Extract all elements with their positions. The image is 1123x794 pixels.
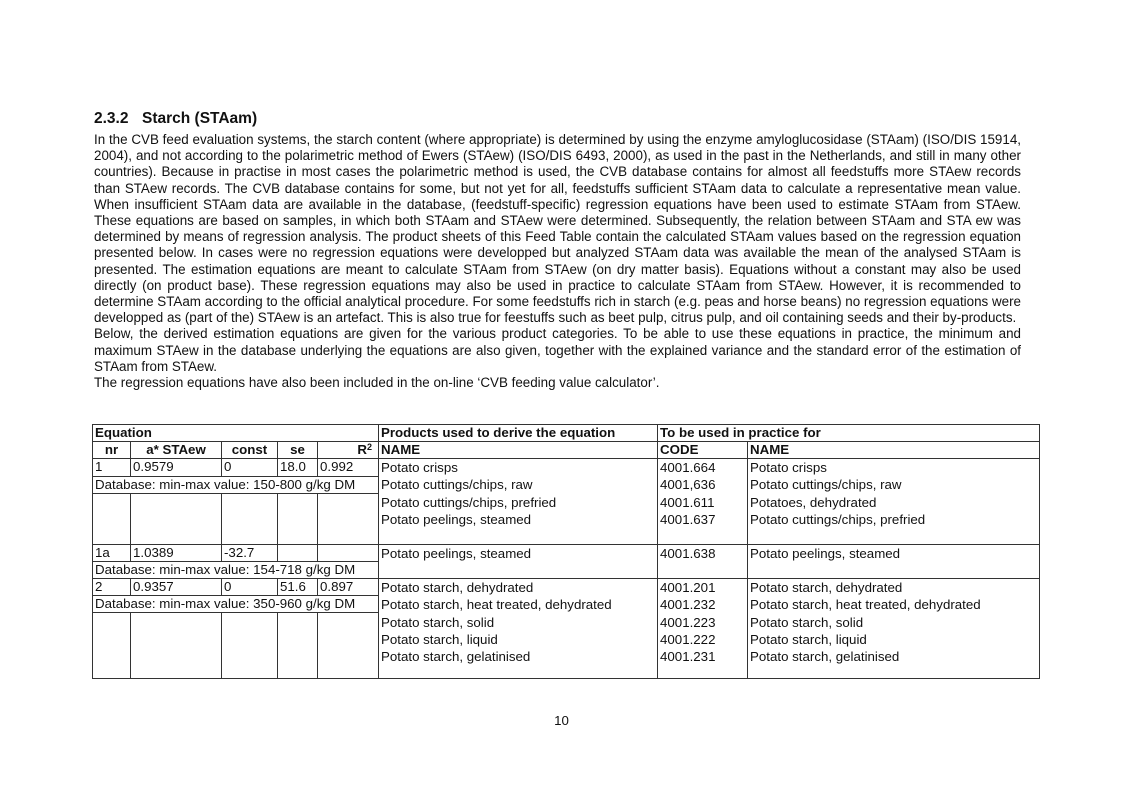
database-range: Database: min-max value: 350-960 g/kg DM [93,596,379,613]
product-name: Potato cuttings/chips, prefried [381,494,557,510]
group-header-row [93,425,1040,442]
table-row [93,579,1040,596]
feed-code: 4001.664 [660,460,716,475]
regression-equations-table [92,424,1040,679]
header-equation: Equation [93,425,379,442]
practice-names-cell [748,579,1040,679]
eq-nr: 1a [93,545,131,562]
practice-name: Potato starch, solid [750,614,864,630]
eq-const: 0 [222,579,278,596]
eq-se [278,545,318,562]
feed-code: 4001.201 [660,580,716,596]
eq-nr: 1 [93,459,131,477]
col-code: CODE [658,442,748,459]
paragraph-intro: In the CVB feed evaluation systems, the starch content (where appropriate) is determined by using the enzyme amyloglucosidase (STAam) (ISO/DIS 15914, 2004), and not according to the polarimetric method of Ewers (STAew) (ISO/DIS 6493, 2000), as used in the past in the Netherlands, and still in many other countries). Because in practise in most cases the polarimetric method is used, the CVB database contains for almost all feedstuffs more STAew records than STAew records. The CVB database contains for some, but not yet for all, feedstuffs sufficient STAam data to calculate a representative mean value. When insufficient STAam data are available in the database, (feedstuff-specific) regression equations have been used to estimate STAam from STAew. These equations are based on samples, in which both STAam and STAew were determined. Subsequently, the relation between STAam and STA ew was determined by means of regression analysis. The product sheets of this Feed Table contain the calculated STAam values based on the regression equation presented below. In cases were no regression equations were developped but analyzed STAam data was available the mean of the analysed STAam is presented. The estimation equations are meant to calculate STAam from STAew (on dry matter basis). Equations without a constant may also be used directly (on product base). These regression equations may also be used in practice to calculate STAam from STAew. However, it is recommended to determine STAam according to the official analytical procedure. For some feedstuffs rich in starch (e.g. peas and horse beans) no regression equations were developped as (part of the) STAew is an artefact. This is also true for feestuffs such as beet pulp, citrus pulp, and oil containing seeds and their by-products. [94,132,1021,326]
practice-name: Potato starch, heat treated, dehydrated [750,597,981,613]
feed-code: 4001.222 [660,632,716,648]
feed-code: 4001.611 [660,494,715,510]
section-number: 2.3.2 [94,110,129,127]
page-number: 10 [554,713,569,728]
feed-code: 4001,636 [660,477,716,493]
eq-r2 [318,545,379,562]
codes-cell [658,459,748,545]
codes-cell [658,579,748,679]
eq-nr: 2 [93,579,131,596]
products-cell [379,545,658,579]
eq-a: 1.0389 [131,545,222,562]
paragraph-equations-note: Below, the derived estimation equations are given for the various product categories. To be able to use these equations in practice, the minimum and maximum STAew in the database underlying the equations are also given, together with the explained variance and the standard error of the estimation of STAam from STAew. [94,326,1021,374]
product-name: Potato starch, liquid [381,632,498,648]
practice-name: Potatoes, dehydrated [750,494,877,510]
eq-se: 18.0 [278,459,318,477]
practice-name: Potato starch, gelatinised [750,649,900,665]
col-se: se [278,442,318,459]
database-range: Database: min-max value: 150-800 g/kg DM [93,476,379,494]
paragraph-calculator-note: The regression equations have also been included in the on-line ‘CVB feeding value calculator’. [94,375,660,391]
eq-r2: 0.897 [318,579,379,596]
practice-name: Potato cuttings/chips, prefried [750,511,926,527]
practice-name: Potato starch, dehydrated [750,580,903,596]
col-const: const [222,442,278,459]
eq-a: 0.9357 [131,579,222,596]
practice-name: Potato crisps [750,460,827,475]
eq-const: 0 [222,459,278,477]
eq-const: -32.7 [222,545,278,562]
practice-names-cell [748,459,1040,545]
practice-names-cell [748,545,1040,579]
table-row [93,459,1040,477]
product-name: Potato starch, heat treated, dehydrated [381,597,612,613]
col-r2: $R^2$ [318,442,379,459]
feed-code: 4001.232 [660,597,716,613]
product-name: Potato peelings, steamed [381,546,532,562]
header-products: Products used to derive the equation [379,425,658,442]
products-cell [379,459,658,545]
col-practice-name: NAME [748,442,1040,459]
col-product-name: NAME [379,442,658,459]
body-text [94,132,1021,391]
product-name: Potato starch, solid [381,614,495,630]
product-name: Potato cuttings/chips, raw [381,477,533,493]
product-name: Potato crisps [381,460,458,475]
product-name: Potato starch, gelatinised [381,649,531,665]
practice-name: Potato starch, liquid [750,632,867,648]
section-title: Starch (STAam) [142,110,258,127]
eq-se: 51.6 [278,579,318,596]
section-heading [94,110,257,128]
feed-code: 4001.638 [660,546,716,562]
database-range: Database: min-max value: 154-718 g/kg DM [93,562,379,579]
product-name: Potato peelings, steamed [381,511,532,527]
feed-code: 4001.223 [660,614,716,630]
feed-code: 4001.231 [660,649,716,665]
col-nr: nr [93,442,131,459]
codes-cell [658,545,748,579]
product-name: Potato starch, dehydrated [381,580,534,596]
table-row [93,545,1040,562]
eq-a: 0.9579 [131,459,222,477]
eq-r2: 0.992 [318,459,379,477]
feed-code: 4001.637 [660,511,716,527]
products-cell [379,579,658,679]
header-practice: To be used in practice for [658,425,1040,442]
column-header-row [93,442,1040,459]
practice-name: Potato cuttings/chips, raw [750,477,902,493]
practice-name: Potato peelings, steamed [750,546,901,562]
col-a-staew: a* STAew [131,442,222,459]
